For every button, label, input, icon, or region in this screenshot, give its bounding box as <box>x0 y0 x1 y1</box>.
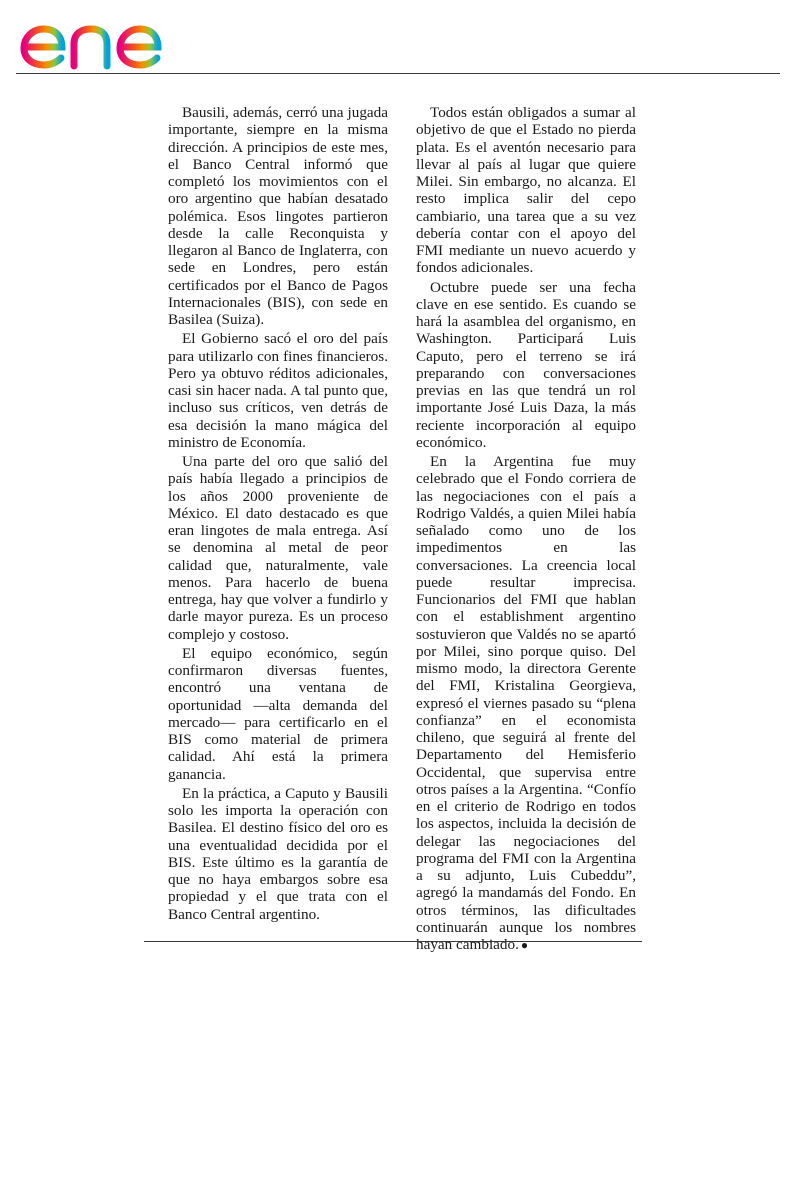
paragraph: Bausili, además, cerró una jugada importante, siempre en la misma dirección. A principios de este mes, el Banco Central informó que completó los movimientos con el oro argentino que habían desatado polémica. Esos lingotes partieron desde la calle Reconquista y llegaron al Banco de Inglaterra, con sede en Londres, pero están certificados por el Banco de Pagos Internacionales (BIS), con sede en Basilea (Suiza). <box>168 104 388 328</box>
article-column-left <box>168 104 388 923</box>
header-divider <box>16 73 780 74</box>
article-column-right <box>416 104 636 954</box>
paragraph <box>416 453 636 954</box>
paragraph: Octubre puede ser una fecha clave en ese sentido. Es cuando se hará la asamblea del organismo, en Washington. Participará Luis Caputo, pero el terreno se irá preparando con conversaciones previas en las que tendrá un rol importante José Luis Daza, la más reciente incorporación al equipo económico. <box>416 278 636 451</box>
enel-logo <box>16 2 186 70</box>
paragraph: Una parte del oro que salió del país había llegado a principios de los años 2000 proveniente de México. El dato destacado es que eran lingotes de mala entrega. Así se denomina al metal de peor calidad que, naturalmente, vale menos. Para hacerlo de buena entrega, hay que volver a fundirlo y darle mayor pureza. Es un proceso complejo y costoso. <box>168 453 388 643</box>
paragraph: El Gobierno sacó el oro del país para utilizarlo con fines financieros. Pero ya obtuvo réditos adicionales, casi sin hacer nada. A tal punto que, incluso sus críticos, ven detrás de esa decisión la mano mágica del ministro de Economía. <box>168 330 388 451</box>
paragraph: En la práctica, a Caputo y Bausili solo les importa la operación con Basilea. El destino físico del oro es una eventualidad decidida por el BIS. Este último es la garantía de que no haya embargos sobre esa propiedad y el que trata con el Banco Central argentino. <box>168 784 388 923</box>
footer-divider <box>144 941 642 942</box>
paragraph: Todos están obligados a sumar al objetivo de que el Estado no pierda plata. Es el aventón necesario para llevar al país al lugar que quiere Milei. Sin embargo, no alcanza. El resto implica salir del cepo cambiario, una tarea que a su vez debería contar con el apoyo del FMI mediante un nuevo acuerdo y fondos adicionales. <box>416 104 636 277</box>
paragraph: El equipo económico, según confirmaron diversas fuentes, encontró una ventana de oportunidad —alta demanda del mercado— para certificarlo en el BIS como material de primera calidad. Ahí está la primera ganancia. <box>168 644 388 783</box>
end-of-article-mark: ● <box>520 938 529 952</box>
paragraph-text: En la Argentina fue muy celebrado que el Fondo corriera de las negociaciones con el país a Rodrigo Valdés, a quien Milei había señalado como uno de los impedimentos en las conversaciones. La creencia local puede resultar imprecisa. Funcionarios del FMI que hablan con el establishment argentino sostuvieron que Valdés no se apartó por Milei, sino porque quiso. Del mismo modo, la directora Gerente del FMI, Kristalina Georgieva, expresó el viernes pasado su “plena confianza” en el economista chileno, que seguirá al frente del Departamento del Hemisferio Occidental, que supervisa entre otros países a la Argentina. “Confío en el criterio de Rodrigo en todos los aspectos, incluida la decisión de delegar las negociaciones del programa del FMI con la Argentina a su adjunto, Luis Cubeddu”, agregó la mandamás del Fondo. En otros términos, las dificultades continuarán aunque los nombres hayan cambiado. <box>416 453 636 953</box>
